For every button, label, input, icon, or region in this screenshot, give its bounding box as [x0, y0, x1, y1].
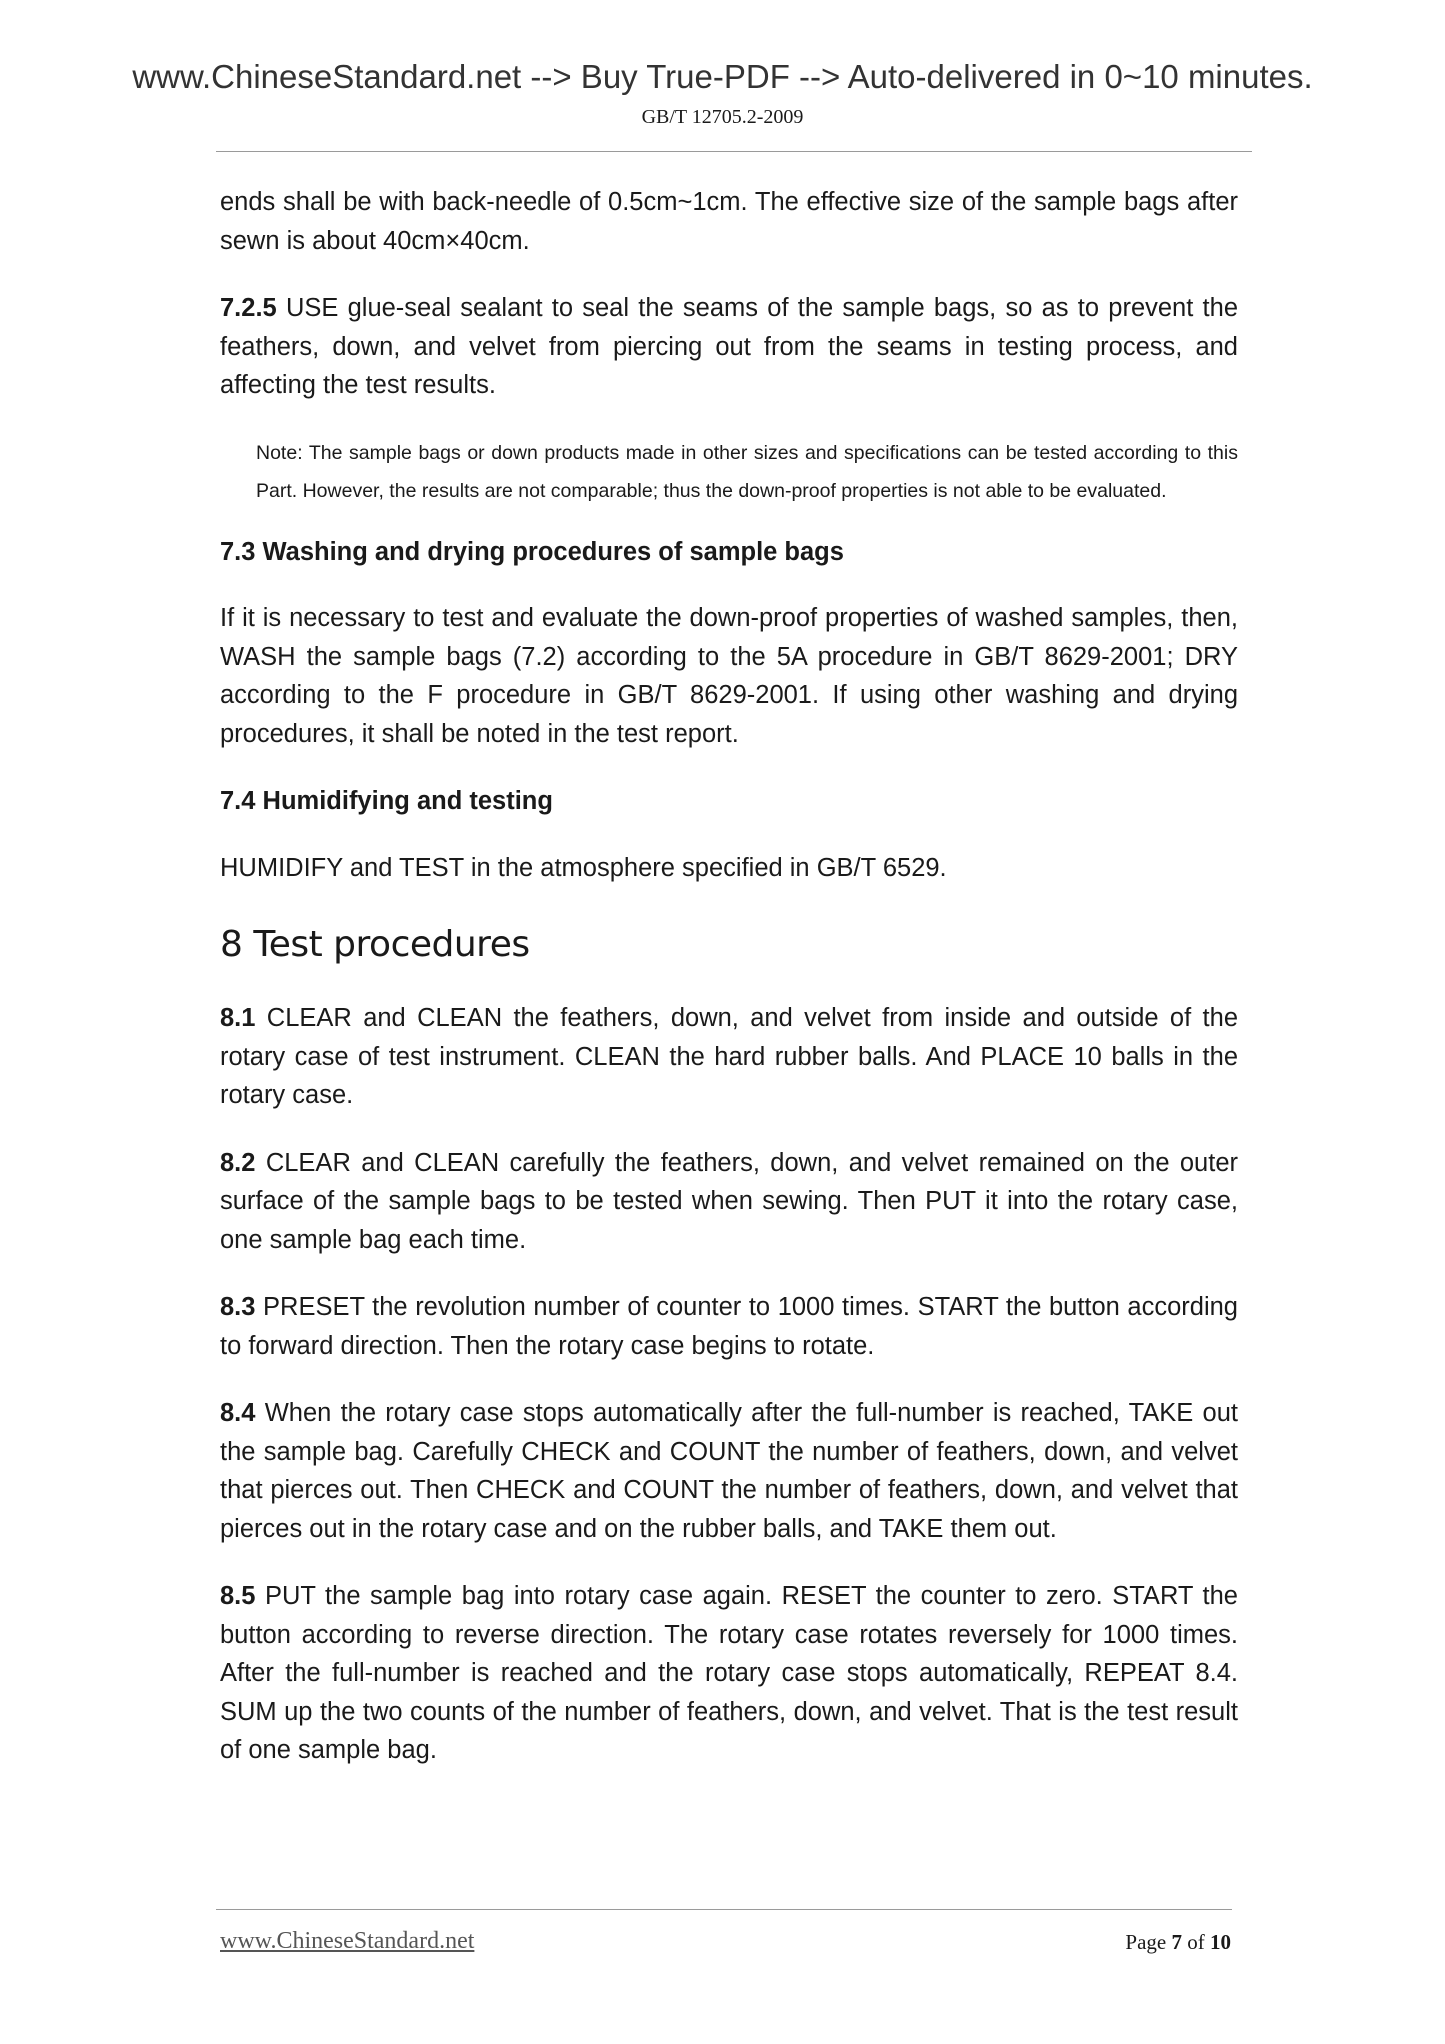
- standard-code: GB/T 12705.2-2009: [641, 106, 804, 128]
- page-number: [1125, 1930, 1231, 1955]
- continued-paragraph: ends shall be with back-needle of 0.5cm~1cm. The effective size of the sample bags after sewn is about 40cm×40cm.: [220, 188, 1238, 255]
- footer-site-link[interactable]: www.ChineseStandard.net: [220, 1928, 475, 1954]
- clause-number: 8.4: [220, 1399, 256, 1427]
- clause-number: 8.3: [220, 1293, 256, 1321]
- clause-8-4: [220, 1394, 1238, 1548]
- clause-8-3: [220, 1288, 1238, 1365]
- site-banner[interactable]: www.ChineseStandard.net --> Buy True-PDF --> Auto-delivered in 0~10 minutes.: [132, 58, 1313, 95]
- clause-text: PRESET the revolution number of counter to 1000 times. START the button according to forward direction. Then the rotary case begins to rotate.: [220, 1293, 1238, 1360]
- page-prefix: Page: [1125, 1930, 1172, 1954]
- clause-text: PUT the sample bag into rotary case again. RESET the counter to zero. START the button according to reverse direction. The rotary case rotates reversely for 1000 times. After the full-number is reached and the rotary case stops automatically, REPEAT 8.4. SUM up the two counts of the number of feathers, down, and velvet. That is the test result of one sample bag.: [220, 1582, 1238, 1764]
- clause-number: 8.5: [220, 1582, 256, 1610]
- note: Note: The sample bags or down products made in other sizes and specifications can be tested according to this Part. However, the results are not comparable; thus the down-proof properties is not able to be evaluated.: [256, 441, 1238, 502]
- clause-8-2: [220, 1144, 1238, 1260]
- heading-8: 8 Test procedures: [220, 924, 530, 965]
- page-total: 10: [1210, 1930, 1231, 1954]
- page-of: of: [1182, 1930, 1210, 1954]
- paragraph-7-4: HUMIDIFY and TEST in the atmosphere specified in GB/T 6529.: [220, 853, 947, 882]
- clause-8-5: [220, 1577, 1238, 1770]
- clause-8-1: [220, 999, 1238, 1115]
- clause-text: When the rotary case stops automatically after the full-number is reached, TAKE out the sample bag. Carefully CHECK and COUNT the number of feathers, down, and velvet that pierces out. Then CHECK and COUNT the number of feathers, down, and velvet that pierces out in the rotary case and on the rubber balls, and TAKE them out.: [220, 1399, 1238, 1543]
- page-content: [220, 183, 1238, 1799]
- header-divider: [216, 151, 1252, 152]
- clause-7-2-5: [220, 289, 1238, 405]
- clause-number: 8.2: [220, 1148, 256, 1177]
- footer-divider: [216, 1909, 1232, 1910]
- clause-number: 8.1: [220, 1004, 256, 1032]
- clause-text: CLEAR and CLEAN the feathers, down, and velvet from inside and outside of the rotary case of test instrument. CLEAN the hard rubber balls. And PLACE 10 balls in the rotary case.: [220, 1004, 1238, 1109]
- clause-text: USE glue-seal sealant to seal the seams of the sample bags, so as to prevent the feathers, down, and velvet from piercing out from the seams in testing process, and affecting the test results.: [220, 294, 1238, 399]
- page-current: 7: [1171, 1930, 1182, 1954]
- clause-text: CLEAR and CLEAN carefully the feathers, down, and velvet remained on the outer surface of the sample bags to be tested when sewing. Then PUT it into the rotary case, one sample bag each time.: [220, 1148, 1238, 1254]
- heading-7-3: 7.3 Washing and drying procedures of sample bags: [220, 537, 844, 566]
- clause-number: 7.2.5: [220, 294, 277, 322]
- heading-7-4: 7.4 Humidifying and testing: [220, 787, 553, 815]
- paragraph-7-3: If it is necessary to test and evaluate the down-proof properties of washed samples, then, WASH the sample bags (7.2) according to the 5A procedure in GB/T 8629-2001; DRY according to the F procedure in GB/T 8629-2001. If using other washing and drying procedures, it shall be noted in the test report.: [220, 604, 1238, 748]
